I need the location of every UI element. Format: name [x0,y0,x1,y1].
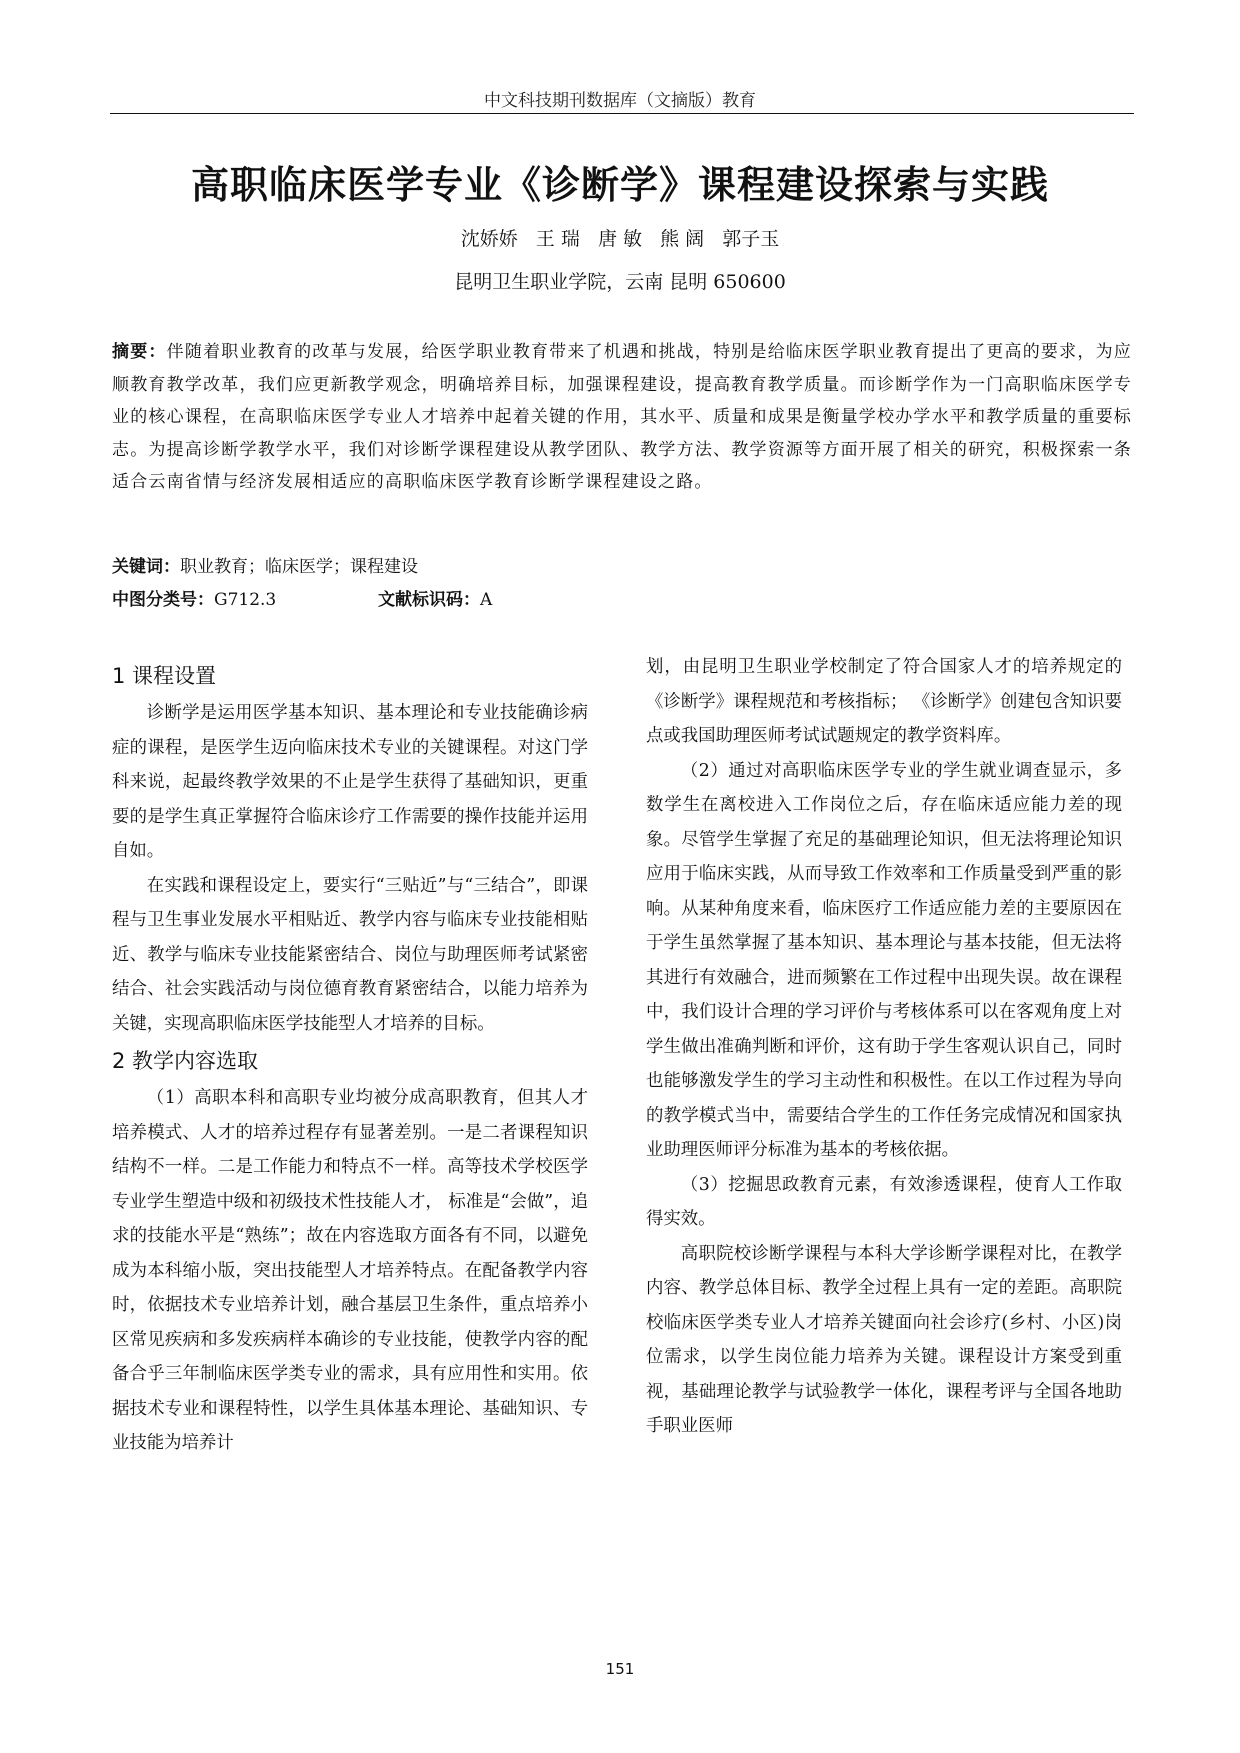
abstract-label: 摘要： [112,342,167,362]
paragraph: （1）高职本科和高职专业均被分成高职教育，但其人才培养模式、人才的培养过程存有显著差别。一是二者课程知识结构不一样。二是工作能力和特点不一样。高等技术学校医学专业学生塑造中级和初级技术性技能人才， 标准是“会做”，追求的技能水平是“熟练”；故在内容选取方面各有不同，以避免成为本科缩小版，突出技能型人才培养特点。在配备教学内容时，依据技术专业培养计划，融合基层卫生条件，重点培养小区常见疾病和多发疾病样本确诊的专业技能，使教学内容的配备合乎三年制临床医学类专业的需求，具有应用性和实用。依据技术专业和课程特性，以学生具体基本理论、基础知识、专业技能为培养计 [112,1088,588,1453]
affiliation: 昆明卫生职业学院，云南 昆明 650600 [454,271,786,293]
right-column [646,650,1122,1444]
page-number: 151 [605,1660,635,1678]
left-column [112,656,588,1461]
paragraph: 诊断学是运用医学基本知识、基本理论和专业技能确诊病症的课程，是医学生迈向临床技术专业的关键课程。对这门学科来说，起最终教学效果的不止是学生获得了基础知识，更重要的是学生真正掌握符合临床诊疗工作需要的操作技能并运用自如。 [112,703,588,861]
paragraph-continued: 划，由昆明卫生职业学校制定了符合国家人才的培养规定的《诊断学》课程规范和考核指标； 《诊断学》创建包含知识要点或我国助理医师考试试题规定的教学资料库。 [646,657,1122,746]
doc-code-label: 文献标识码： [378,590,480,610]
keywords [112,552,1132,582]
classification-line [112,585,1132,615]
header-rule [110,113,1134,114]
abstract [112,336,1132,499]
paragraph: （3）挖掘思政教育元素，有效渗透课程，使育人工作取得实效。 [646,1174,1122,1229]
abstract-text: 伴随着职业教育的改革与发展，给医学职业教育带来了机遇和挑战，特别是给临床医学职业教育提出了更高的要求，为应顺教育教学改革，我们应更新教学观念，明确培养目标，加强课程建设，提高教育教学质量。而诊断学作为一门高职临床医学专业的核心课程，在高职临床医学专业人才培养中起着关键的作用，其水平、质量和成果是衡量学校办学水平和教学质量的重要标志。为提高诊断学教学水平，我们对诊断学课程建设从教学团队、教学方法、教学资源等方面开展了相关的研究，积极探索一条适合云南省情与经济发展相适应的高职临床医学教育诊断学课程建设之路。 [112,342,1132,492]
author-list: 沈娇娇 王 瑞 唐 敏 熊 阔 郭子玉 [460,228,780,250]
document-code [378,585,492,615]
paragraph: （2）通过对高职临床医学专业的学生就业调查显示，多数学生在离校进入工作岗位之后，存在临床适应能力差的现象。尽管学生掌握了充足的基础理论知识，但无法将理论知识应用于临床实践，从而导致工作效率和工作质量受到严重的影响。从某种角度来看，临床医疗工作适应能力差的主要原因在于学生虽然掌握了基本知识、基本理论与基本技能，但无法将其进行有效融合，进而频繁在工作过程中出现失误。故在课程中，我们设计合理的学习评价与考核体系可以在客观角度上对学生做出准确判断和评价，这有助于学生客观认识自己，同时也能够激发学生的学习主动性和积极性。在以工作过程为导向的教学模式当中，需要结合学生的工作任务完成情况和国家执业助理医师评分标准为基本的考核依据。 [646,760,1122,1160]
article-title: 高职临床医学专业《诊断学》课程建设探索与实践 [190,163,1049,207]
paragraph: 高职院校诊断学课程与本科大学诊断学课程对比，在教学内容、教学总体目标、教学全过程上具有一定的差距。高职院校临床医学类专业人才培养关键面向社会诊疗(乡村、小区)岗位需求，以学生岗位能力培养为关键。课程设计方案受到重视，基础理论教学与试验教学一体化，课程考评与全国各地助手职业医师 [646,1243,1122,1436]
section-heading-2: 2 教学内容选取 [112,1049,259,1073]
running-header: 中文科技期刊数据库（文摘版）教育 [484,91,756,111]
section-heading-1: 1 课程设置 [112,664,217,688]
keywords-text: 职业教育；临床医学；课程建设 [180,557,418,577]
paragraph: 在实践和课程设定上，要实行“三贴近”与“三结合”，即课程与卫生事业发展水平相贴近、教学内容与临床专业技能相贴近、教学与临床专业技能紧密结合、岗位与助理医师考试紧密结合、社会实践活动与岗位德育教育紧密结合，以能力培养为关键，实现高职临床医学技能型人才培养的目标。 [112,875,588,1034]
clc-label: 中图分类号： [112,590,214,610]
keywords-label: 关键词： [112,557,180,577]
clc-value: G712.3 [214,590,277,610]
doc-code-value: A [480,590,493,610]
